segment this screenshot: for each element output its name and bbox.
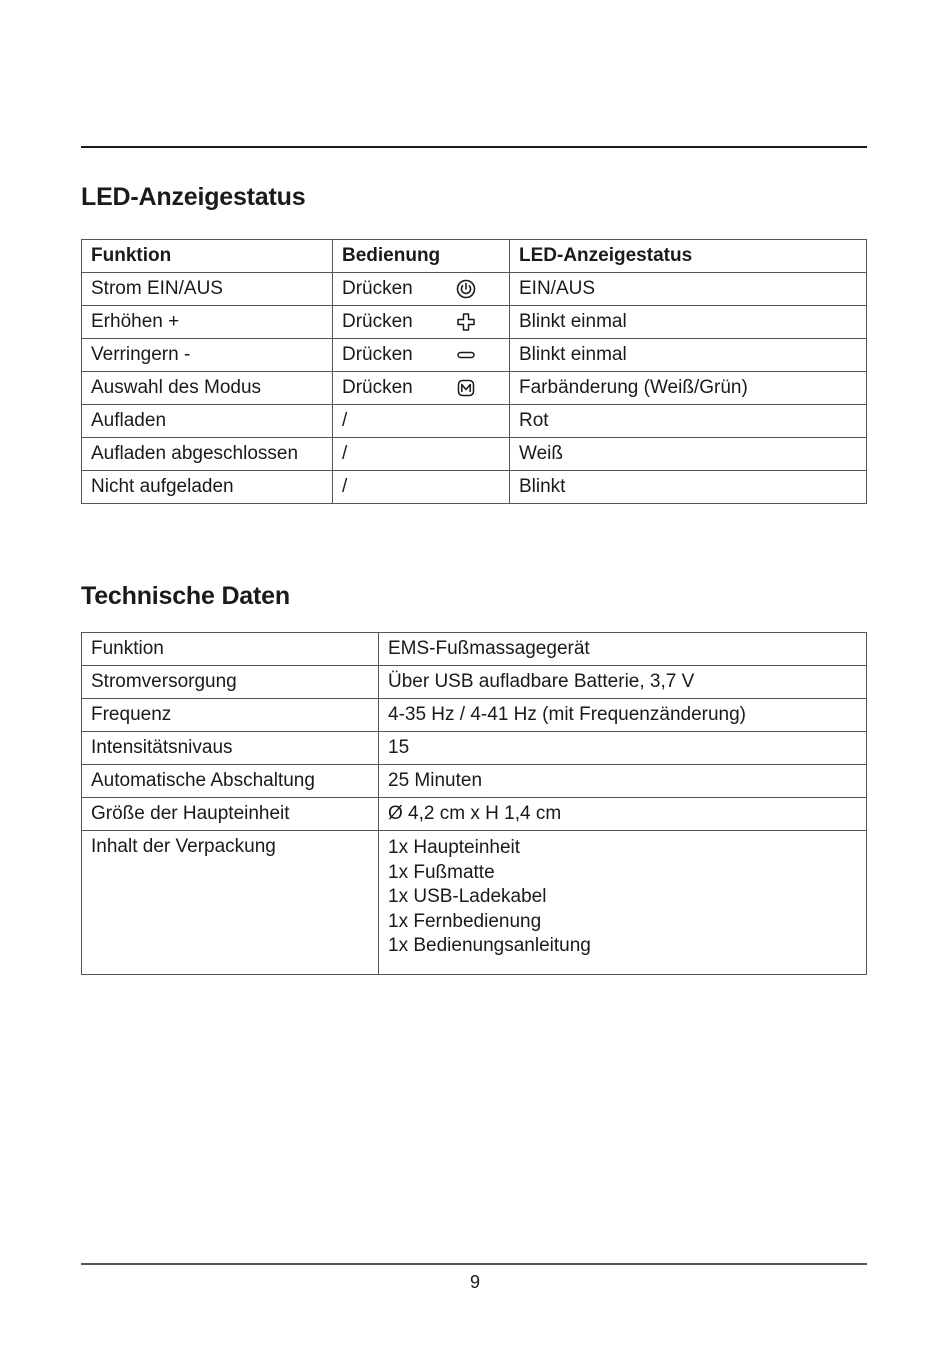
spec-key: Größe der Haupteinheit (82, 798, 379, 831)
header-led-status: LED-Anzeigestatus (510, 240, 867, 273)
list-item: 1x Fernbedienung (388, 910, 542, 932)
table-row (82, 471, 867, 504)
bottom-rule (81, 1263, 867, 1265)
table-header-row (82, 240, 867, 273)
spec-key: Automatische Abschaltung (82, 765, 379, 798)
operation-label: Drücken (342, 377, 413, 398)
spec-key: Frequenz (82, 699, 379, 732)
spec-key: Funktion (82, 633, 379, 666)
status-cell: EIN/AUS (510, 273, 867, 306)
operation-label: Drücken (342, 278, 413, 299)
table-row (82, 765, 867, 798)
plus-icon (456, 312, 476, 332)
table-row (82, 372, 867, 405)
top-rule (81, 146, 867, 148)
operation-cell: / (333, 405, 510, 438)
minus-icon (456, 345, 476, 365)
spec-value: Ø 4,2 cm x H 1,4 cm (379, 798, 867, 831)
operation-label: Drücken (342, 344, 413, 365)
table-row (82, 633, 867, 666)
led-status-table (81, 239, 867, 504)
table-row (82, 405, 867, 438)
operation-cell (333, 306, 510, 339)
table-row (82, 699, 867, 732)
operation-cell (333, 372, 510, 405)
list-item: 1x Haupteinheit (388, 837, 521, 858)
function-cell: Nicht aufgeladen (82, 471, 333, 504)
power-icon (456, 279, 476, 299)
mode-icon (456, 378, 476, 398)
table-row (82, 339, 867, 372)
header-operation: Bedienung (333, 240, 510, 273)
function-cell: Erhöhen + (82, 306, 333, 339)
header-function: Funktion (82, 240, 333, 273)
function-cell: Aufladen abgeschlossen (82, 438, 333, 471)
list-item: 1x USB-Ladekabel (388, 886, 547, 907)
section-title-led: LED-Anzeigestatus (81, 183, 306, 211)
table-row (82, 306, 867, 339)
tech-specs-table (81, 632, 867, 975)
table-row (82, 798, 867, 831)
section-title-tech: Technische Daten (81, 582, 290, 610)
operation-cell: / (333, 471, 510, 504)
spec-key: Inhalt der Verpackung (82, 831, 379, 975)
status-cell: Blinkt (510, 471, 867, 504)
function-cell: Auswahl des Modus (82, 372, 333, 405)
package-contents-list (379, 831, 867, 975)
table-row (82, 273, 867, 306)
operation-label: Drücken (342, 311, 413, 332)
function-cell: Verringern - (82, 339, 333, 372)
operation-cell (333, 339, 510, 372)
table-row (82, 732, 867, 765)
spec-value: Über USB aufladbare Batterie, 3,7 V (379, 666, 867, 699)
list-item: 1x Fußmatte (388, 861, 495, 883)
status-cell: Weiß (510, 438, 867, 471)
status-cell: Blinkt einmal (510, 306, 867, 339)
spec-key: Intensitätsnivaus (82, 732, 379, 765)
status-cell: Farbänderung (Weiß/Grün) (510, 372, 867, 405)
function-cell: Aufladen (82, 405, 333, 438)
operation-cell: / (333, 438, 510, 471)
spec-value: 15 (379, 732, 867, 765)
spec-value: 4-35 Hz / 4-41 Hz (mit Frequenzänderung) (379, 699, 867, 732)
page-number: 9 (469, 1272, 480, 1292)
list-item: 1x Bedienungsanleitung (388, 935, 591, 956)
operation-cell (333, 273, 510, 306)
status-cell: Rot (510, 405, 867, 438)
table-row (82, 666, 867, 699)
table-row (82, 831, 867, 975)
table-row (82, 438, 867, 471)
spec-key: Stromversorgung (82, 666, 379, 699)
spec-value: EMS-Fußmassagegerät (379, 633, 867, 666)
function-cell: Strom EIN/AUS (82, 273, 333, 306)
status-cell: Blinkt einmal (510, 339, 867, 372)
spec-value: 25 Minuten (379, 765, 867, 798)
